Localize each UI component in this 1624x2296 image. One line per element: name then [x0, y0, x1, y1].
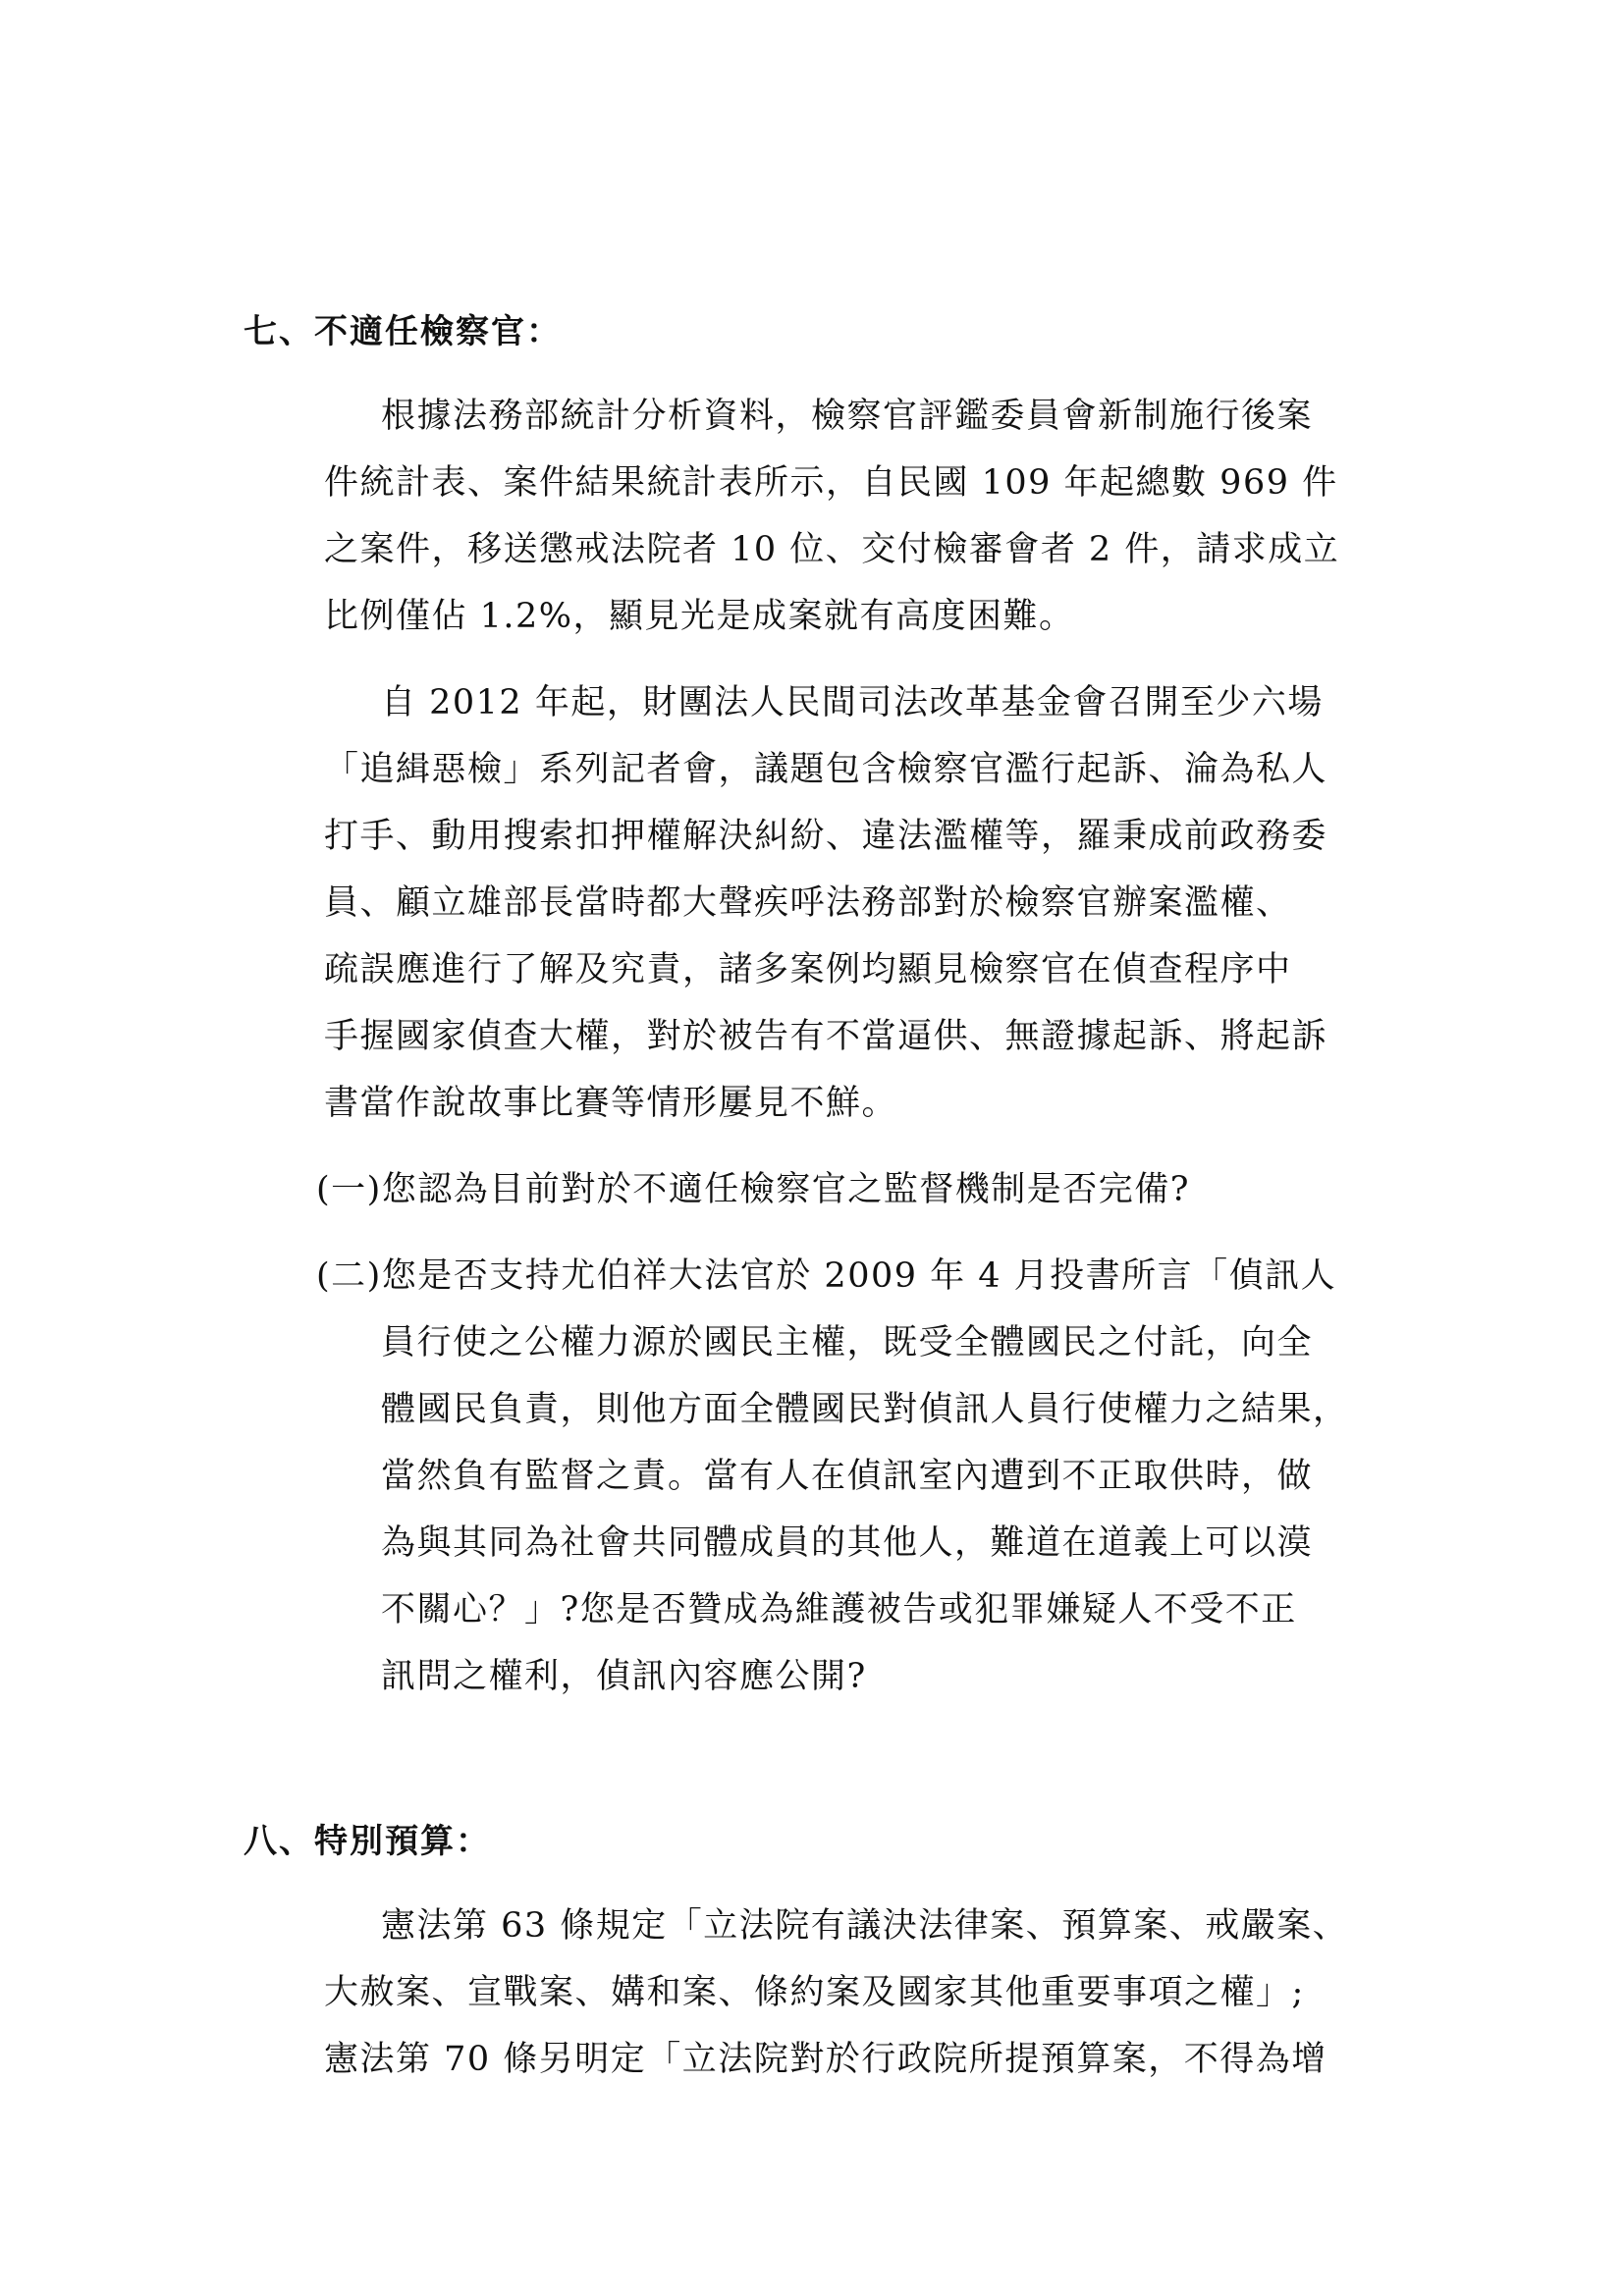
section-8-heading: 八、特別預算：: [244, 1822, 491, 1861]
text-line: 「追緝惡檢」系列記者會，議題包含檢察官濫行起訴、淪為私人: [324, 750, 1328, 789]
text-line: 員、顧立雄部長當時都大聲疾呼法務部對於檢察官辦案濫權、: [324, 883, 1292, 923]
text-line: 打手、動用搜索扣押權解決糾紛、違法濫權等，羅秉成前政務委: [324, 817, 1328, 856]
text-line: 憲法第 63 條規定「立法院有議決法律案、預算案、戒嚴案、: [381, 1906, 1349, 1946]
text-line: 憲法第 70 條另明定「立法院對於行政院所提預算案，不得為增: [324, 2040, 1327, 2079]
text-line: 體國民負責，則他方面全體國民對偵訊人員行使權力之結果，: [381, 1390, 1349, 1429]
text-line: 訊問之權利，偵訊內容應公開?: [381, 1657, 867, 1696]
text-line: 為與其同為社會共同體成員的其他人，難道在道義上可以漠: [381, 1523, 1314, 1563]
text-line: 疏誤應進行了解及究責，諸多案例均顯見檢察官在偵查程序中: [324, 950, 1292, 989]
text-line: 根據法務部統計分析資料，檢察官評鑑委員會新制施行後案: [381, 397, 1314, 436]
text-line: 不關心？」?您是否贊成為維護被告或犯罪嫌疑人不受不正: [381, 1590, 1297, 1629]
text-line: (二)您是否支持尤伯祥大法官於 2009 年 4 月投書所言「偵訊人: [316, 1256, 1337, 1296]
text-line: 比例僅佔 1.2%，顯見光是成案就有高度困難。: [324, 597, 1075, 636]
text-line: 員行使之公權力源於國民主權，既受全體國民之付託，向全: [381, 1323, 1314, 1362]
text-line: 當然負有監督之責。當有人在偵訊室內遭到不正取供時，做: [381, 1457, 1314, 1496]
text-line: 書當作說故事比賽等情形屢見不鮮。: [324, 1084, 898, 1123]
section-7-heading: 七、不適任檢察官：: [244, 312, 562, 351]
text-line: 自 2012 年起，財團法人民間司法改革基金會召開至少六場: [381, 683, 1324, 722]
question-1: (一)您認為目前對於不適任檢察官之監督機制是否完備?: [316, 1170, 1191, 1209]
text-line: 之案件，移送懲戒法院者 10 位、交付檢審會者 2 件，請求成立: [324, 530, 1340, 569]
text-line: 手握國家偵查大權，對於被告有不當逼供、無證據起訴、將起訴: [324, 1017, 1328, 1056]
text-line: 大赦案、宣戰案、媾和案、條約案及國家其他重要事項之權」;: [324, 1973, 1305, 2012]
text-line: 件統計表、案件結果統計表所示，自民國 109 年起總數 969 件: [324, 463, 1338, 503]
